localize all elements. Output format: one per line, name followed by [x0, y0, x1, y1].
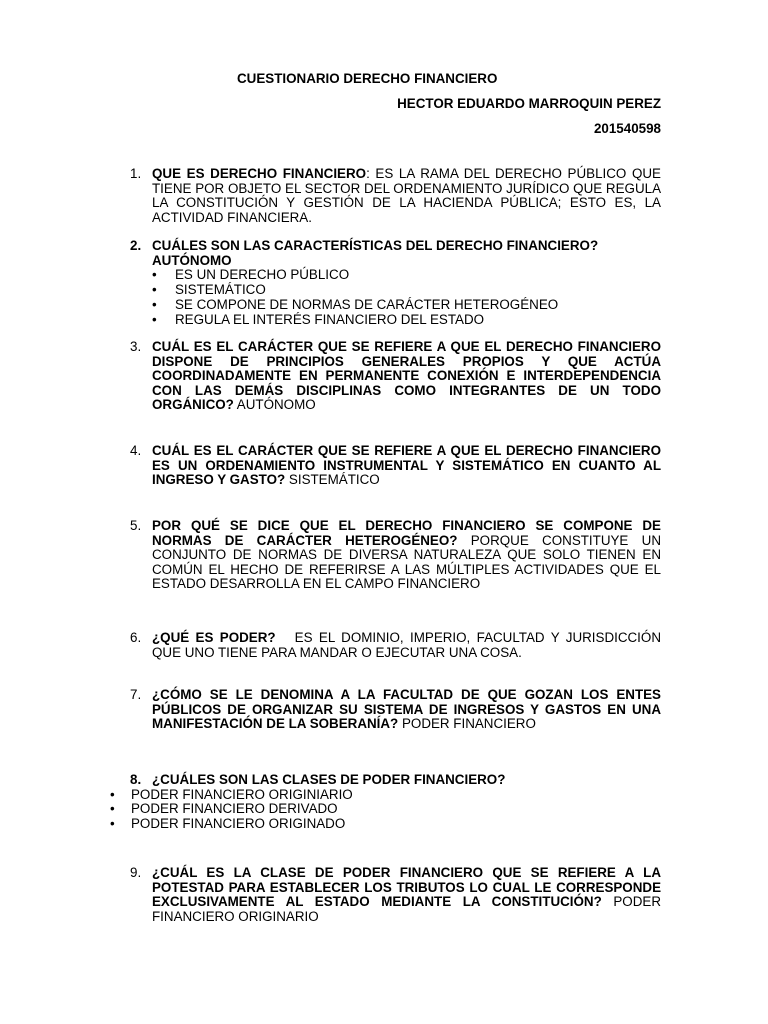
question-5	[130, 519, 661, 592]
question-text: CUÁL ES EL CARÁCTER QUE SE REFIERE A QUE EL DERECHO FINANCIERO ES UN ORDENAMIENTO INSTRUMENTAL Y SISTEMÁTICO EN CUANTO AL INGRESO Y GASTO?	[152, 443, 661, 488]
answer-text: : ES LA RAMA DEL DERECHO PÚBLICO QUE TIENE POR OBJETO EL SECTOR DEL ORDENAMIENTO JURÍDICO QUE REGULA LA CONSTITUCIÓN Y GESTIÓN DE LA HACIENDA PÚBLICA; ESTO ES, LA ACTIVIDAD FINANCIERA.	[152, 166, 661, 225]
question-number: 8.	[130, 772, 142, 787]
answer-text: AUTÓNOMO	[233, 397, 316, 413]
answer-text: SISTEMÁTICO	[285, 472, 380, 488]
question-3	[130, 340, 661, 413]
list-item: • SISTEMÁTICO	[130, 283, 661, 298]
list-item: • REGULA EL INTERÉS FINANCIERO DEL ESTADO	[130, 313, 661, 328]
characteristics-list	[130, 268, 661, 327]
question-number: 5.	[130, 518, 142, 533]
question-text: CUÁL ES EL CARÁCTER QUE SE REFIERE A QUE EL DERECHO FINANCIERO DISPONE DE PRINCIPIOS GENERALES PROPIOS Y QUE ACTÚA COORDINADAMENTE EN PERMANENTE CONEXIÓN E INTERDEPENDENCIA CON LAS DEMÁS DISCIPLINAS COMO INTEGRANTES DE UN TODO ORGÁNICO?	[152, 339, 661, 413]
question-number: 4.	[130, 443, 142, 458]
question-1	[130, 167, 661, 225]
list-item: • PODER FINANCIERO ORIGINIARIO	[108, 788, 661, 803]
question-text: CUÁLES SON LAS CARACTERÍSTICAS DEL DERECHO FINANCIERO?	[152, 238, 599, 253]
question-text: ¿CÓMO SE LE DENOMINA A LA FACULTAD DE QUE GOZAN LOS ENTES PÚBLICOS DE ORGANIZAR SU SISTEMA DE INGRESOS Y GASTOS EN UNA MANIFESTACIÓN DE LA SOBERANÍA?	[152, 687, 661, 732]
question-text: ¿QUÉ ES PODER?	[152, 630, 276, 645]
question-number: 9.	[130, 865, 142, 880]
document-title: CUESTIONARIO DERECHO FINANCIERO	[237, 71, 498, 86]
question-2	[130, 239, 661, 327]
list-item: • PODER FINANCIERO ORIGINADO	[108, 817, 661, 832]
list-item: • ES UN DERECHO PÚBLICO	[130, 268, 661, 283]
question-8	[130, 773, 661, 832]
question-7	[130, 688, 661, 732]
question-number: 2.	[130, 238, 142, 253]
student-id: 201540598	[593, 121, 661, 136]
power-classes-list	[108, 788, 661, 832]
answer-text: PORQUE CONSTITUYE UN CONJUNTO DE NORMAS DE DIVERSA NATURALEZA QUE SOLO TIENEN EN COMÚN EL HECHO DE REFERIRSE A LAS MÚLTIPLES ACTIVIDADES QUE EL ESTADO DESARROLLA EN EL CAMPO FINANCIERO	[152, 532, 661, 592]
question-number: 7.	[130, 687, 142, 702]
question-6	[130, 630, 665, 660]
question-4	[130, 444, 661, 488]
answer-text: PODER FINANCIERO	[398, 716, 536, 732]
answer-text: PODER FINANCIERO ORIGINARIO	[152, 894, 661, 924]
question-number: 1.	[130, 166, 142, 181]
answer-text: ES EL DOMINIO, IMPERIO, FACULTAD Y JURISDICCIÓN QUE UNO TIENE PARA MANDAR O EJECUTAR UNA COSA.	[152, 630, 665, 660]
list-item: • PODER FINANCIERO DERIVADO	[108, 802, 661, 817]
question-text: POR QUÉ SE DICE QUE EL DERECHO FINANCIERO SE COMPONE DE NORMAS DE CARÁCTER HETEROGÉNEO?	[152, 518, 661, 548]
question-9	[130, 866, 661, 924]
author-name: HECTOR EDUARDO MARROQUIN PEREZ	[397, 96, 661, 111]
question-text: QUE ES DERECHO FINANCIERO	[152, 166, 367, 181]
question-number: 3.	[130, 339, 142, 354]
list-item: • SE COMPONE DE NORMAS DE CARÁCTER HETEROGÉNEO	[130, 298, 661, 313]
question-number: 6.	[130, 630, 142, 645]
answer-heading: AUTÓNOMO	[152, 252, 232, 268]
question-text: ¿CUÁLES SON LAS CLASES DE PODER FINANCIERO?	[152, 772, 506, 787]
question-text: ¿CUÁL ES LA CLASE DE PODER FINANCIERO QUE SE REFIERE A LA POTESTAD PARA ESTABLECER LOS TRIBUTOS LO CUAL LE CORRESPONDE EXCLUSIVAMENTE AL ESTADO MEDIANTE LA CONSTITUCIÓN?	[152, 865, 661, 910]
